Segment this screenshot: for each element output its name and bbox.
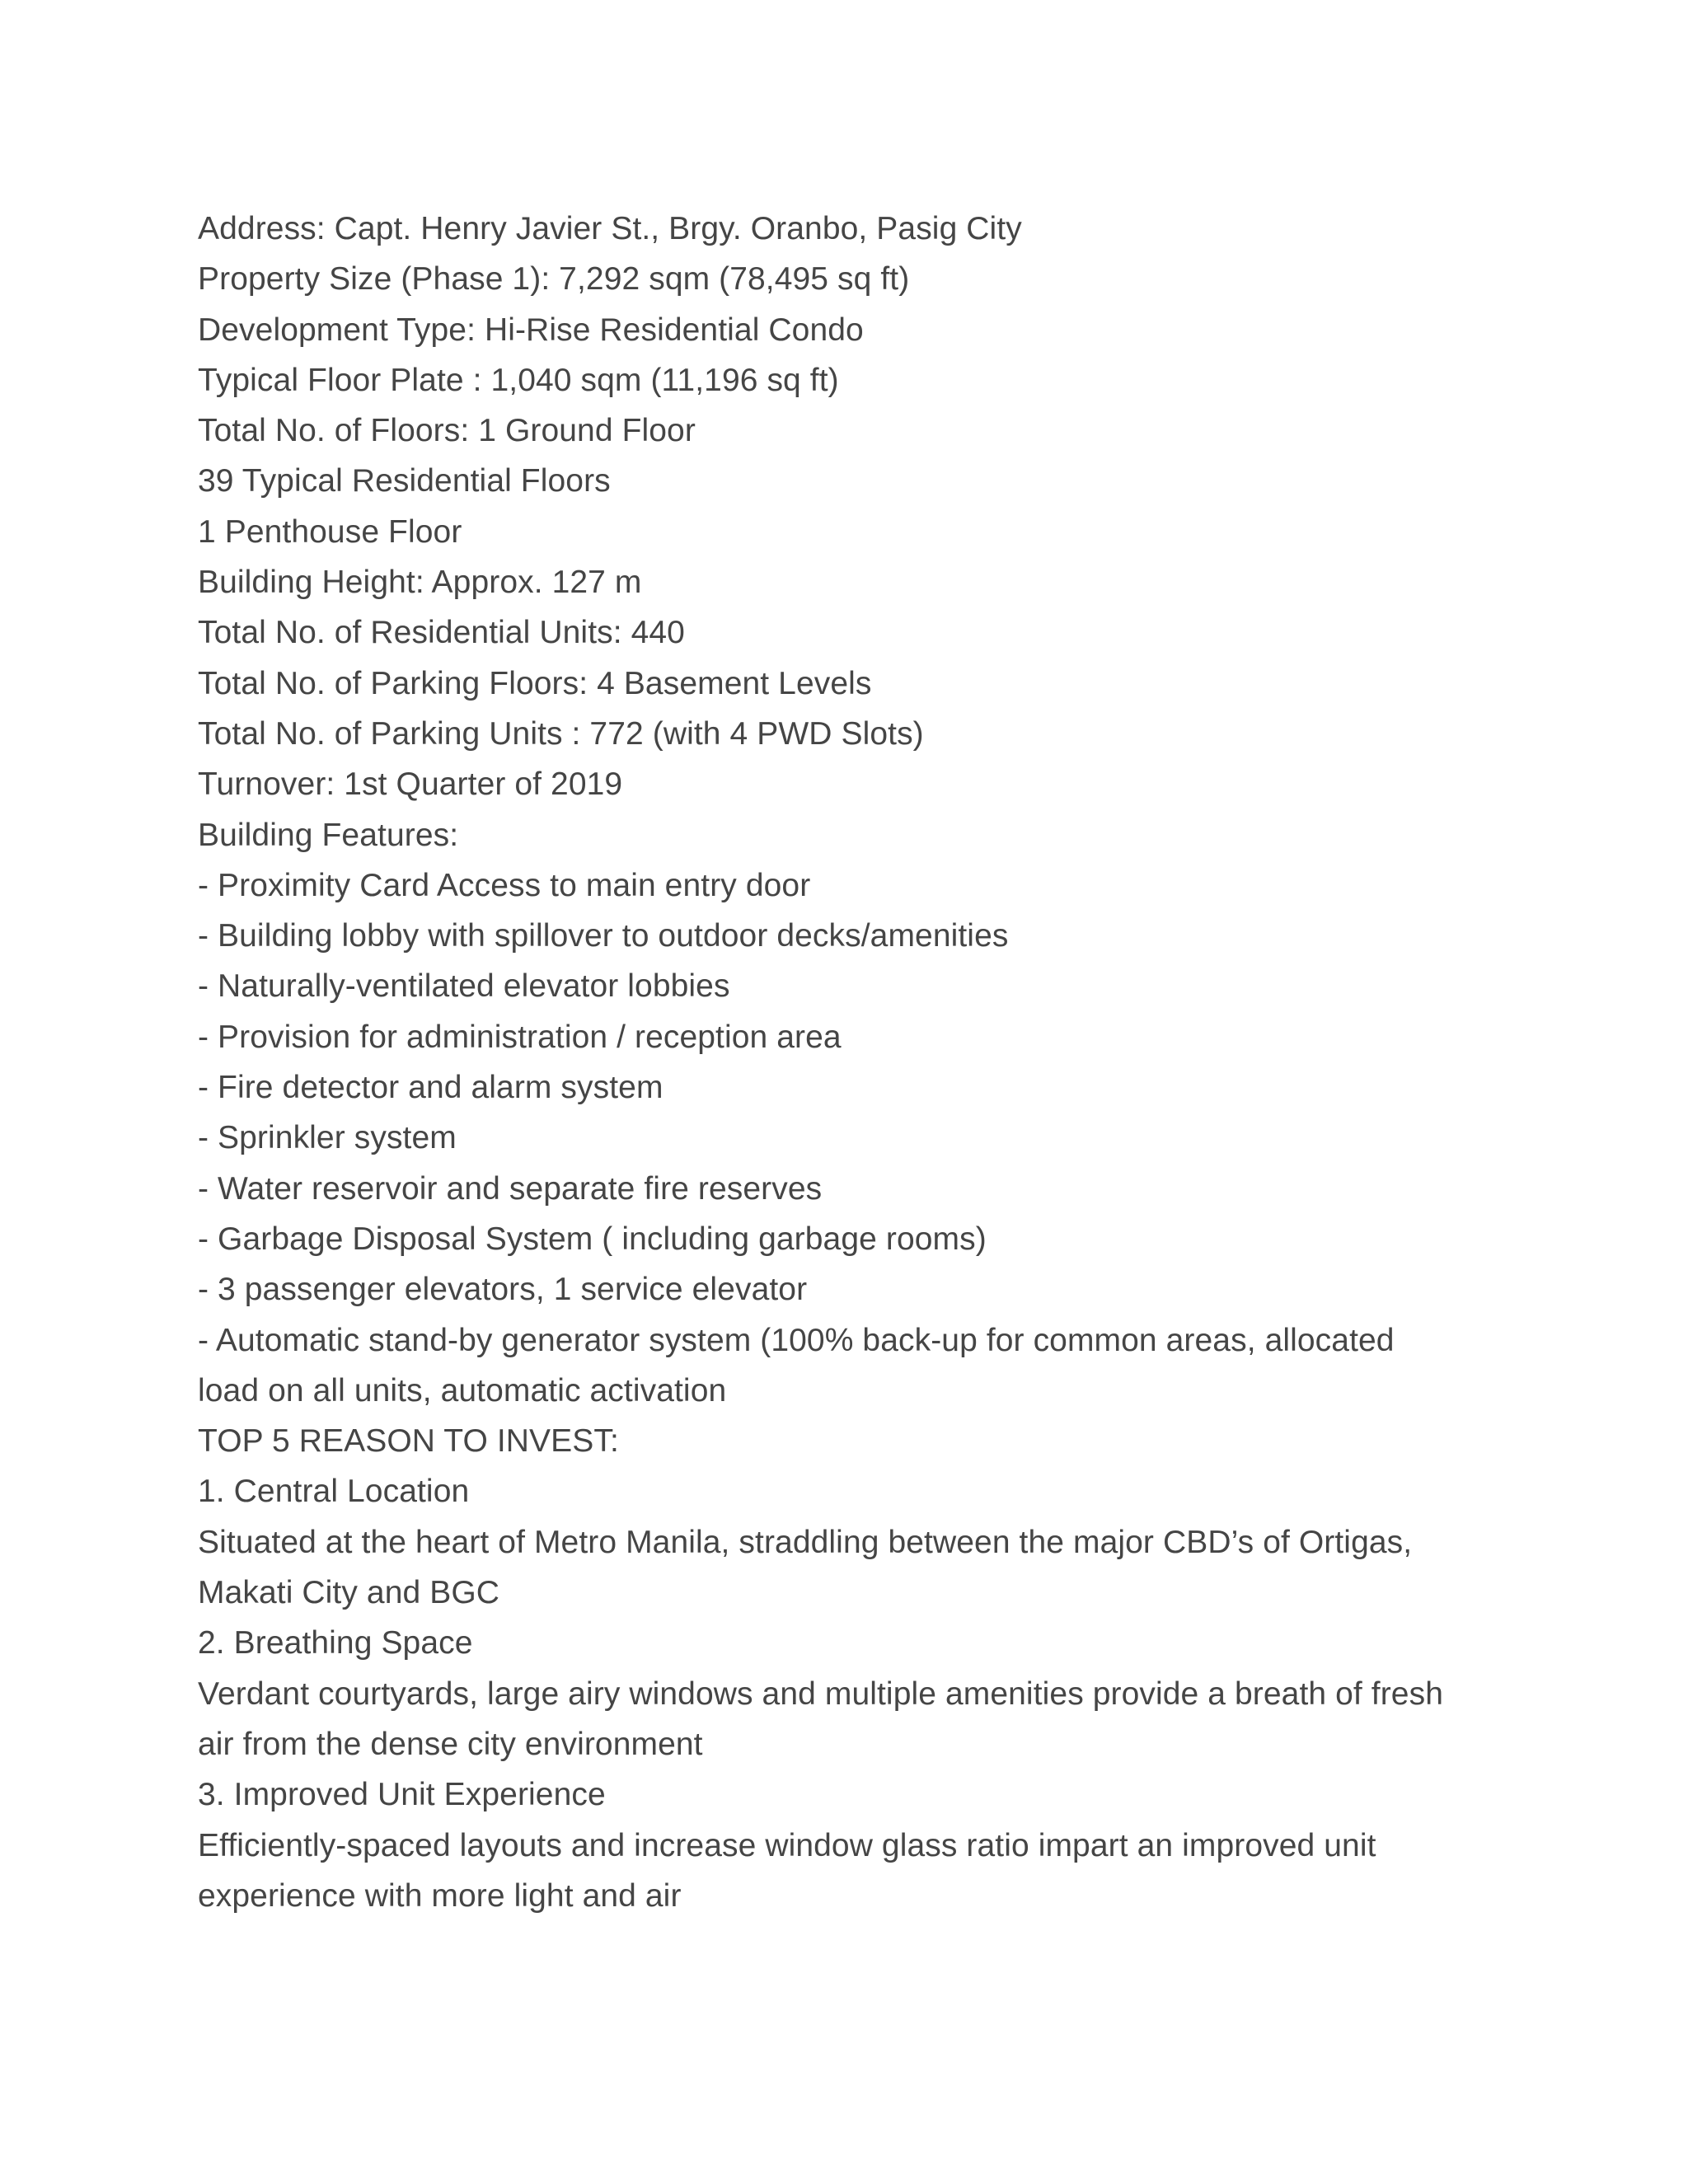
reason-description: air from the dense city environment — [198, 1726, 703, 1762]
total-floors-line: Total No. of Floors: 1 Ground Floor — [198, 413, 696, 449]
reason-description: Verdant courtyards, large airy windows and multiple amenities provide a breath of fresh — [198, 1675, 1443, 1712]
document-body — [198, 204, 1500, 1921]
parking-floors-line: Total No. of Parking Floors: 4 Basement Levels — [198, 665, 872, 701]
invest-reasons-heading: TOP 5 REASON TO INVEST: — [198, 1423, 619, 1460]
residential-units-line: Total No. of Residential Units: 440 — [198, 615, 685, 651]
feature-item: - Sprinkler system — [198, 1120, 457, 1156]
floor-plate-line: Typical Floor Plate : 1,040 sqm (11,196 sq ft) — [198, 362, 839, 398]
building-height-line: Building Height: Approx. 127 m — [198, 565, 642, 601]
feature-item: - Naturally-ventilated elevator lobbies — [198, 968, 730, 1005]
parking-units-line: Total No. of Parking Units : 772 (with 4 PWD Slots) — [198, 715, 924, 752]
penthouse-floor-line: 1 Penthouse Floor — [198, 513, 462, 550]
reason-description: Makati City and BGC — [198, 1575, 500, 1611]
property-size-line: Property Size (Phase 1): 7,292 sqm (78,495 sq ft) — [198, 261, 910, 298]
residential-floors-line: 39 Typical Residential Floors — [198, 463, 611, 499]
reason-description: Situated at the heart of Metro Manila, straddling between the major CBD’s of Ortigas, — [198, 1524, 1413, 1560]
reason-description: experience with more light and air — [198, 1877, 682, 1914]
reason-title: 3. Improved Unit Experience — [198, 1777, 606, 1813]
feature-item: - Provision for administration / reception area — [198, 1019, 842, 1055]
turnover-line: Turnover: 1st Quarter of 2019 — [198, 766, 623, 803]
feature-item: - Proximity Card Access to main entry door — [198, 867, 811, 903]
address-line: Address: Capt. Henry Javier St., Brgy. Oranbo, Pasig City — [198, 211, 1022, 246]
feature-item: - Building lobby with spillover to outdoor decks/amenities — [198, 918, 1009, 954]
feature-item: - 3 passenger elevators, 1 service elevator — [198, 1272, 808, 1308]
reason-title: 1. Central Location — [198, 1474, 470, 1510]
building-features-heading: Building Features: — [198, 817, 459, 853]
feature-item: - Garbage Disposal System ( including garbage rooms) — [198, 1221, 987, 1257]
development-type-line: Development Type: Hi-Rise Residential Condo — [198, 312, 864, 348]
feature-item: - Fire detector and alarm system — [198, 1070, 663, 1106]
reason-description: Efficiently-spaced layouts and increase window glass ratio impart an improved unit — [198, 1827, 1376, 1863]
feature-item: - Automatic stand-by generator system (100% back-up for common areas, allocated — [198, 1322, 1395, 1358]
reason-title: 2. Breathing Space — [198, 1625, 473, 1661]
feature-item: - Water reservoir and separate fire reserves — [198, 1170, 823, 1207]
feature-item-continuation: load on all units, automatic activation — [198, 1372, 727, 1408]
